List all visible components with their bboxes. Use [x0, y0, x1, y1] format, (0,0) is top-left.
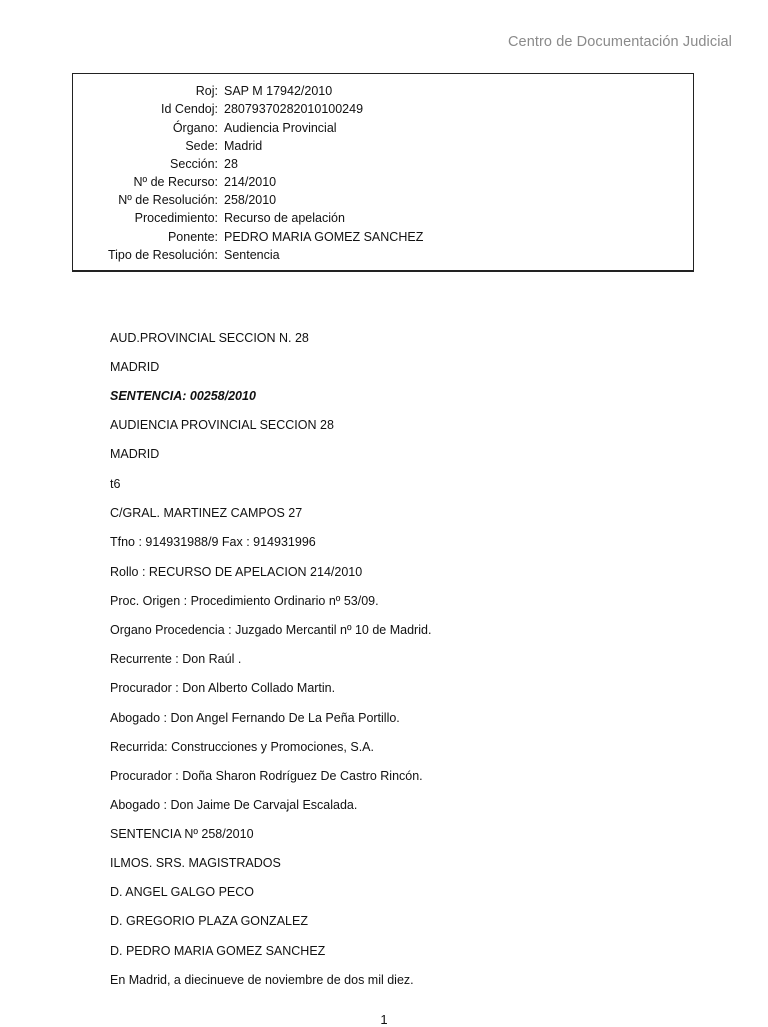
- metadata-label: Nº de Recurso:: [133, 175, 218, 189]
- magistrate-line: D. ANGEL GALGO PECO: [110, 885, 255, 899]
- metadata-value: 28079370282010100249: [224, 102, 364, 116]
- metadata-value: Audiencia Provincial: [224, 120, 337, 135]
- magistrate-line: D. GREGORIO PLAZA GONZALEZ: [110, 914, 308, 928]
- metadata-row-seccion: [73, 155, 693, 173]
- respondent-procurator-line: Procurador : Doña Sharon Rodríguez De Castro Rincón.: [110, 769, 423, 783]
- appellant-procurator-line: Procurador : Don Alberto Collado Martin.: [110, 681, 336, 695]
- metadata-row-tipo-resolucion: [73, 246, 693, 264]
- rollo-line: Rollo : RECURSO DE APELACION 214/2010: [110, 565, 363, 579]
- metadata-label: Ponente:: [167, 229, 218, 244]
- metadata-row-procedimiento: [73, 209, 693, 227]
- metadata-label: Sección:: [170, 156, 218, 171]
- date-line: En Madrid, a diecinueve de noviembre de dos mil diez.: [110, 973, 414, 987]
- magistrate-line: D. PEDRO MARIA GOMEZ SANCHEZ: [110, 944, 326, 958]
- court-section-line: AUDIENCIA PROVINCIAL SECCION 28: [110, 418, 334, 432]
- court-name-line: AUD.PROVINCIAL SECCION N. 28: [110, 331, 309, 345]
- metadata-label: Id Cendoj:: [161, 102, 218, 116]
- metadata-label: Tipo de Resolución:: [107, 248, 218, 262]
- metadata-label: Sede:: [185, 138, 218, 153]
- city-line: MADRID: [110, 360, 160, 374]
- metadata-value: PEDRO MARIA GOMEZ SANCHEZ: [224, 229, 424, 244]
- metadata-row-organo: [73, 119, 693, 137]
- metadata-value: SAP M 17942/2010: [224, 84, 333, 98]
- document-center-title: Centro de Documentación Judicial: [507, 34, 732, 50]
- metadata-value: 214/2010: [224, 175, 277, 189]
- metadata-row-sede: [73, 137, 693, 155]
- metadata-row-id-cendoj: [73, 100, 693, 118]
- metadata-value: 258/2010: [224, 193, 277, 207]
- address-line: C/GRAL. MARTINEZ CAMPOS 27: [110, 506, 303, 520]
- respondent-lawyer-line: Abogado : Don Jaime De Carvajal Escalada.: [110, 798, 358, 812]
- appellant-line: Recurrente : Don Raúl .: [110, 652, 242, 666]
- appellant-lawyer-line: Abogado : Don Angel Fernando De La Peña Portillo.: [110, 711, 400, 725]
- sentence-title-line: SENTENCIA Nº 258/2010: [110, 827, 254, 841]
- metadata-label: Órgano:: [172, 120, 218, 135]
- magistrates-heading: ILMOS. SRS. MAGISTRADOS: [110, 856, 281, 870]
- metadata-row-roj: [73, 82, 693, 100]
- metadata-label: Roj:: [195, 84, 218, 98]
- page-number: 1: [380, 1012, 388, 1027]
- city-line: MADRID: [110, 447, 160, 461]
- metadata-row-recurso: [73, 173, 693, 191]
- metadata-value: Sentencia: [224, 248, 280, 262]
- origin-court-line: Organo Procedencia : Juzgado Mercantil nº 10 de Madrid.: [110, 623, 432, 637]
- sentence-number-heading: SENTENCIA: 00258/2010: [110, 389, 256, 403]
- origin-procedure-line: Proc. Origen : Procedimiento Ordinario nº 53/09.: [110, 594, 379, 608]
- metadata-row-ponente: [73, 228, 693, 246]
- metadata-value: Madrid: [224, 138, 263, 153]
- phone-fax-line: Tfno : 914931988/9 Fax : 914931996: [110, 535, 316, 549]
- metadata-label: Procedimiento:: [134, 211, 218, 225]
- metadata-box: [72, 73, 694, 271]
- metadata-row-resolucion: [73, 191, 693, 209]
- metadata-value: 28: [224, 156, 238, 171]
- respondent-line: Recurrida: Construcciones y Promociones, S.A.: [110, 740, 374, 754]
- code-line: t6: [110, 477, 121, 491]
- metadata-label: Nº de Resolución:: [118, 193, 218, 207]
- metadata-value: Recurso de apelación: [224, 211, 345, 225]
